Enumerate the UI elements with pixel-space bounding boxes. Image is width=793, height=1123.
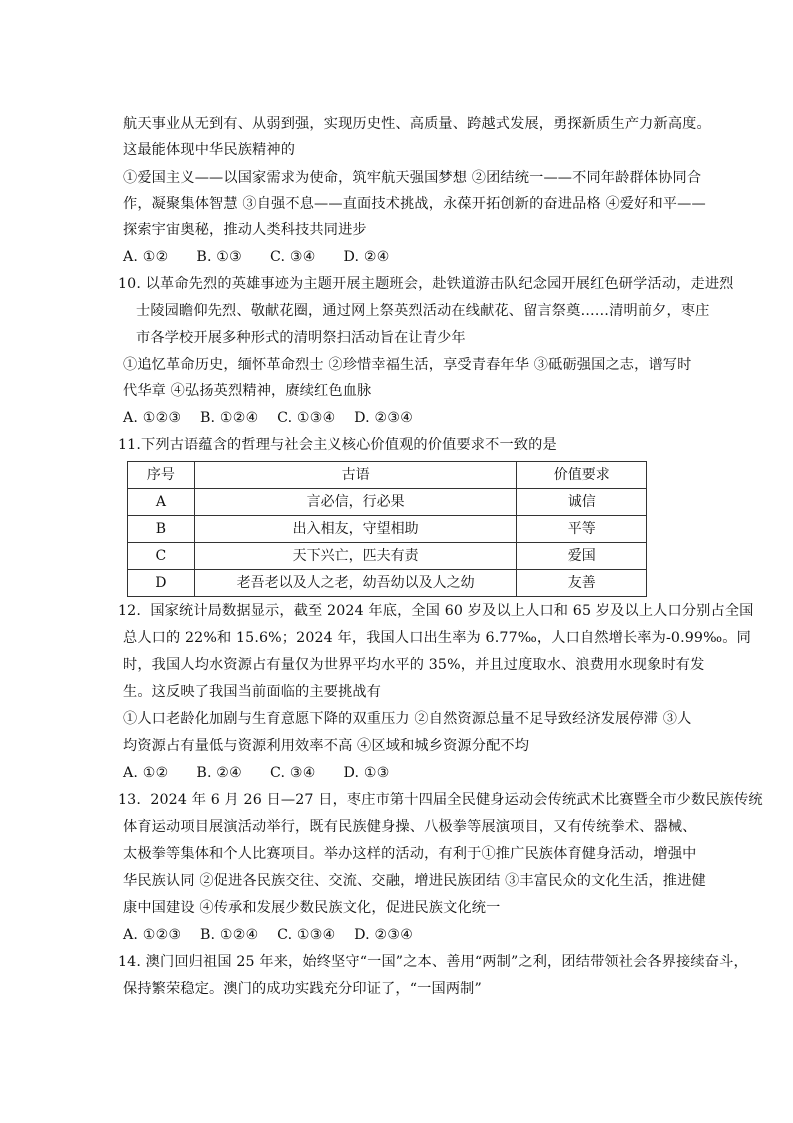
- q9-answer-choices: A. ①② B. ①③ C. ③④ D. ②④: [123, 249, 390, 265]
- table-cell: C: [128, 543, 195, 570]
- q13-stem-line-3: 太极拳等集体和个人比赛项目。举办这样的活动，有利于①推广民族体育健身活动，增强中: [123, 846, 697, 862]
- table-cell: 平等: [517, 516, 647, 543]
- q11-stem: 11.下列古语蕴含的哲理与社会主义核心价值观的价值要求不一致的是: [118, 437, 557, 453]
- table-cell: 天下兴亡，匹夫有责: [194, 543, 517, 570]
- table-header-cell: 价值要求: [517, 462, 647, 489]
- q12-stem-line-2: 总人口的 22%和 15.6%；2024 年，我国人口出生率为 6.77‰，人口自然增长率为-0.99‰。同: [123, 630, 751, 646]
- q12-stem-line-4: 生。这反映了我国当前面临的主要挑战有: [123, 684, 382, 700]
- q9-option-line-1: ①爱国主义——以国家需求为使命，筑牢航天强国梦想 ②团结统一——不同年龄群体协同合: [123, 170, 702, 186]
- q13-stem-line-4: 华民族认同 ②促进各民族交往、交流、交融，增进民族团结 ③丰富民众的文化生活，推进健: [123, 873, 706, 889]
- q9-stem-line-1: 航天事业从无到有、从弱到强，实现历史性、高质量、跨越式发展，勇探新质生产力新高度。: [123, 116, 711, 132]
- q12-stem-line-1: 12. 国家统计局数据显示，截至 2024 年底，全国 60 岁及以上人口和 65 岁及以上人口分别占全国: [118, 603, 754, 619]
- table-cell: 诚信: [517, 489, 647, 516]
- table-cell: A: [128, 489, 195, 516]
- q12-option-line-2: 均资源占有量低与资源利用效率不高 ④区域和城乡资源分配不均: [123, 738, 530, 754]
- q11-table: [127, 461, 647, 597]
- table-row: [128, 516, 647, 543]
- q9-stem-line-2: 这最能体现中华民族精神的: [123, 142, 296, 158]
- table-row: [128, 570, 647, 597]
- table-cell: 爱国: [517, 543, 647, 570]
- q12-stem-line-3: 时，我国人均水资源占有量仅为世界平均水平的 35%，并且过度取水、浪费用水现象时有发: [123, 657, 705, 673]
- table-cell: 出入相友，守望相助: [194, 516, 517, 543]
- q10-answer-choices: A. ①②③ B. ①②④ C. ①③④ D. ②③④: [123, 410, 414, 426]
- table-cell: B: [128, 516, 195, 543]
- table-cell: 老吾老以及人之老，幼吾幼以及人之幼: [194, 570, 517, 597]
- q13-stem-line-1: 13. 2024 年 6 月 26 日—27 日，枣庄市第十四届全民健身运动会传统武术比赛暨全市少数民族传统: [118, 792, 763, 808]
- q10-stem-line-3: 市各学校开展多种形式的清明祭扫活动旨在让青少年: [136, 330, 466, 346]
- q9-option-line-3: 探索宇宙奥秘，推动人类科技共同进步: [123, 222, 367, 238]
- table-cell: 友善: [517, 570, 647, 597]
- table-row: [128, 489, 647, 516]
- q10-stem-line-2: 士陵园瞻仰先烈、敬献花圈，通过网上祭英烈活动在线献花、留言祭奠……清明前夕，枣庄: [136, 303, 710, 319]
- q12-answer-choices: A. ①② B. ②④ C. ③④ D. ①③: [123, 765, 390, 781]
- q13-stem-line-5: 康中国建设 ④传承和发展少数民族文化，促进民族文化统一: [123, 900, 501, 916]
- q13-stem-line-2: 体育运动项目展演活动举行，既有民族健身操、八极拳等展演项目，又有传统拳术、器械、: [123, 819, 697, 835]
- table-cell: 言必信，行必果: [194, 489, 517, 516]
- q14-stem-line-1: 14. 澳门回归祖国 25 年来，始终坚守“一国”之本、善用“两制”之利，团结带领社会各界接续奋斗，: [118, 954, 748, 970]
- table-header-row: [128, 462, 647, 489]
- table-header-cell: 序号: [128, 462, 195, 489]
- q13-answer-choices: A. ①②③ B. ①②④ C. ①③④ D. ②③④: [123, 927, 414, 943]
- q10-option-line-2: 代华章 ④弘扬英烈精神，赓续红色血脉: [123, 383, 372, 399]
- q14-stem-line-2: 保持繁荣稳定。澳门的成功实践充分印证了，“一国两制”: [123, 981, 482, 997]
- q9-option-line-2: 作，凝聚集体智慧 ③自强不息——直面技术挑战，永葆开拓创新的奋进品格 ④爱好和平——: [123, 196, 706, 212]
- table-cell: D: [128, 570, 195, 597]
- q10-option-line-1: ①追忆革命历史，缅怀革命烈士 ②珍惜幸福生活，享受青春年华 ③砥砺强国之志，谱写时: [123, 357, 692, 373]
- table-row: [128, 543, 647, 570]
- q10-stem-line-1: 10. 以革命先烈的英雄事迹为主题开展主题班会，赴铁道游击队纪念园开展红色研学活动，走进烈: [118, 276, 734, 292]
- q12-option-line-1: ①人口老龄化加剧与生育意愿下降的双重压力 ②自然资源总量不足导致经济发展停滞 ③人: [123, 711, 692, 727]
- table-header-cell: 古语: [194, 462, 517, 489]
